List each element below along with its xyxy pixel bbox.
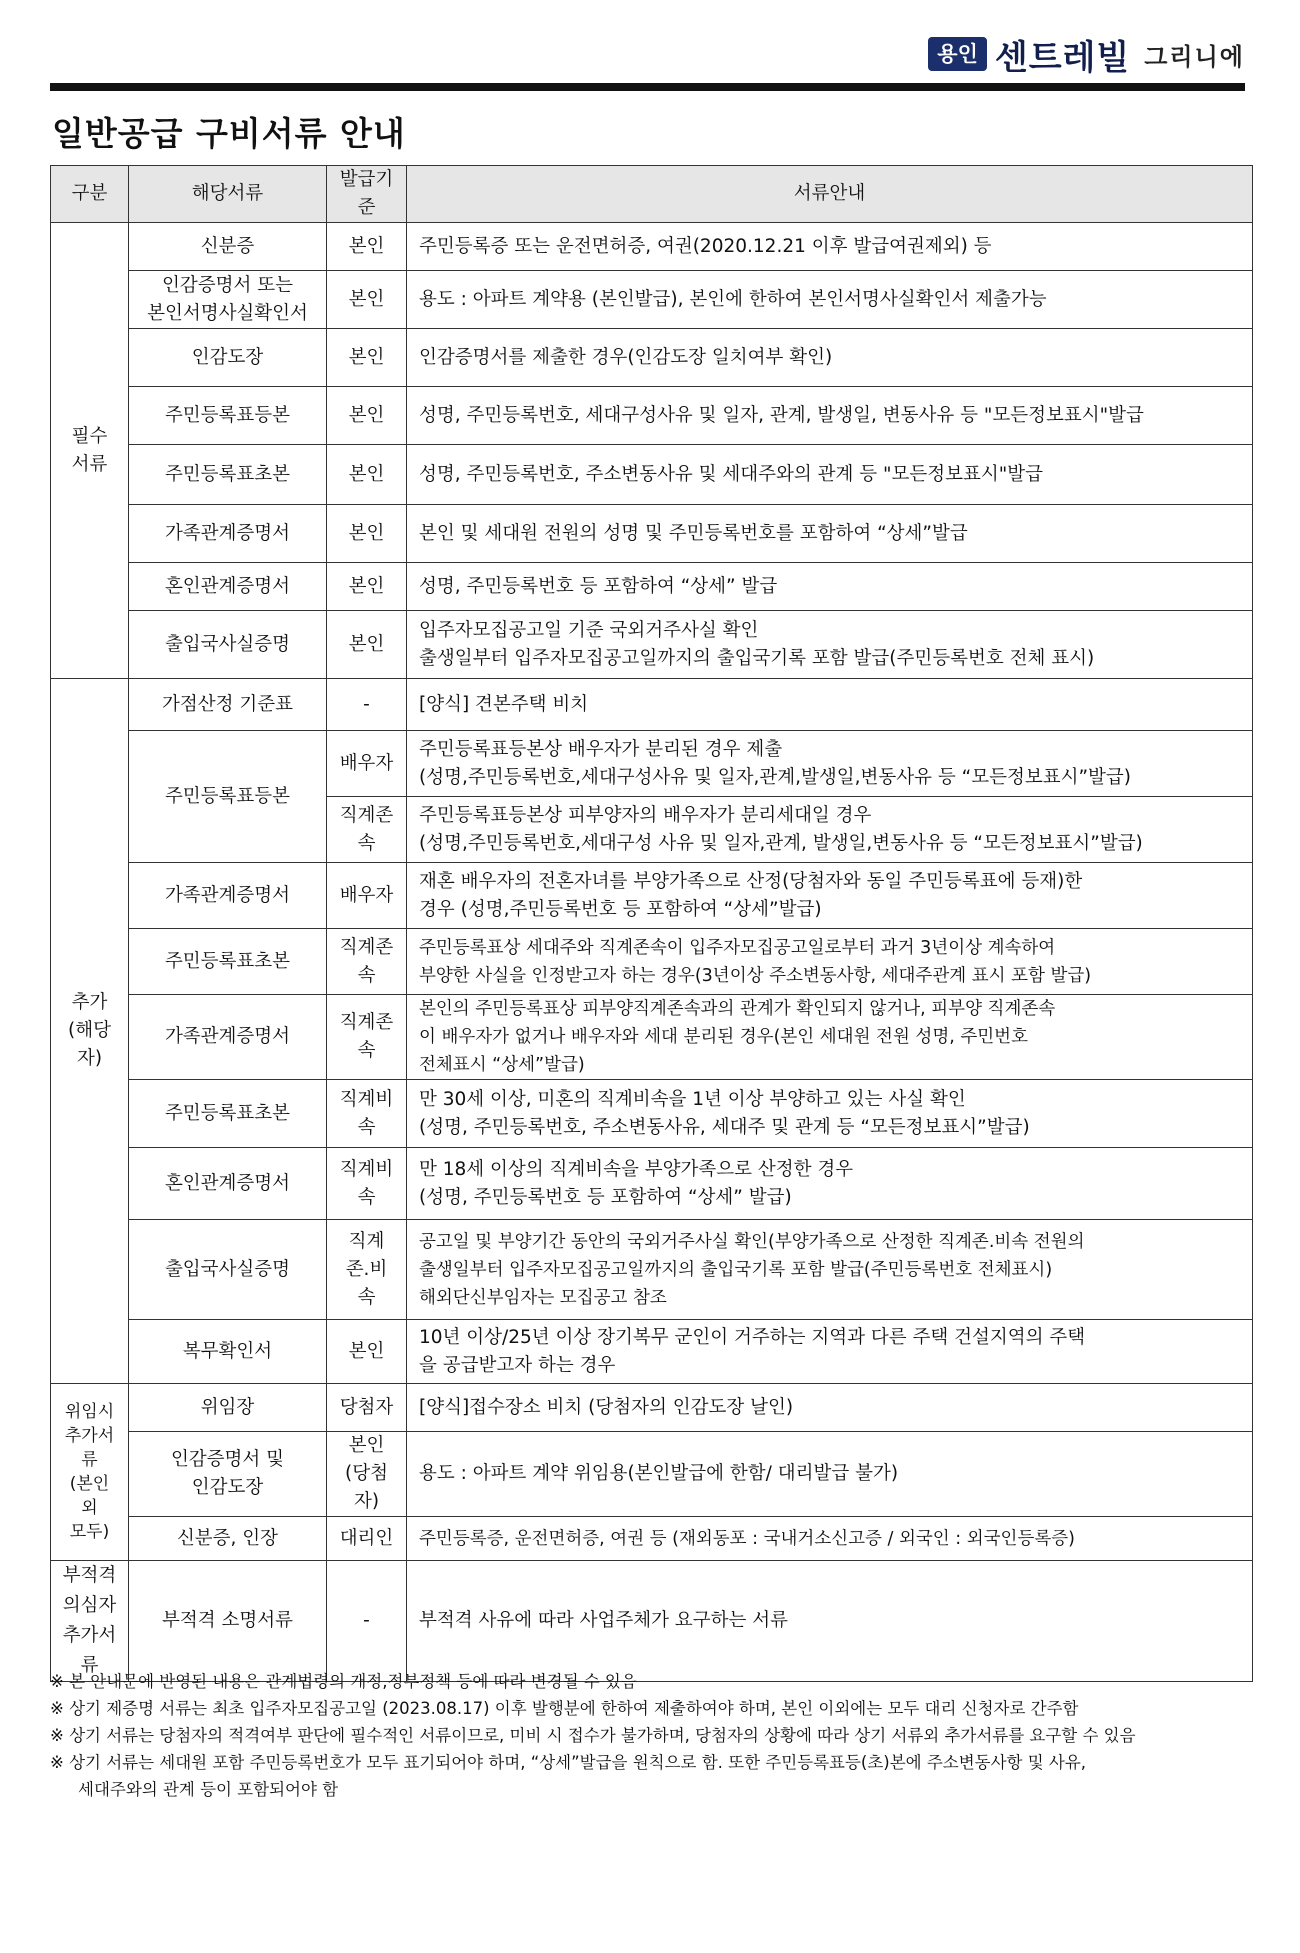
desc-cell: 용도 : 아파트 계약 위임용(본인발급에 한함/ 대리발급 불가) — [407, 1432, 1253, 1517]
desc-cell: 본인 및 세대원 전원의 성명 및 주민등록번호를 포함하여 “상세”발급 — [407, 505, 1253, 563]
table-row — [51, 563, 1253, 611]
doc-cell: 주민등록표초본 — [129, 929, 327, 995]
desc-cell: 만 30세 이상, 미혼의 직계비속을 1년 이상 부양하고 있는 사실 확인 (성명, 주민등록번호, 주소변동사유, 세대주 및 관계 등 “모든정보표시”발급) — [407, 1080, 1253, 1148]
basis-cell: 본인 — [327, 387, 407, 445]
logo-main-text: 센트레빌 — [994, 37, 1131, 78]
logo-sub-text: 그리니에 — [1144, 42, 1245, 71]
doc-cell: 인감증명서 및 인감도장 — [129, 1432, 327, 1517]
table-row — [51, 1220, 1253, 1320]
desc-cell: 입주자모집공고일 기준 국외거주사실 확인 출생일부터 입주자모집공고일까지의 출입국기록 포함 발급(주민등록번호 전체 표시) — [407, 611, 1253, 679]
table-row — [51, 1561, 1253, 1682]
group-delegation: 위임시 추가서류 (본인 외 모두) — [51, 1384, 129, 1561]
table-row — [51, 1432, 1253, 1517]
basis-cell: - — [327, 1561, 407, 1682]
group-ineligible: 부적격 의심자 추가서류 — [51, 1561, 129, 1682]
doc-cell: 신분증, 인장 — [129, 1517, 327, 1561]
basis-cell: 직계존속 — [327, 929, 407, 995]
basis-cell: 배우자 — [327, 863, 407, 929]
doc-cell: 출입국사실증명 — [129, 611, 327, 679]
doc-cell: 주민등록표초본 — [129, 445, 327, 505]
table-row — [51, 271, 1253, 329]
basis-cell: 직계 존.비속 — [327, 1220, 407, 1320]
desc-cell: 주민등록증 또는 운전면허증, 여권(2020.12.21 이후 발급여권제외) 등 — [407, 223, 1253, 271]
logo-badge: 용인 — [928, 37, 987, 71]
basis-cell: 본인 — [327, 445, 407, 505]
doc-cell: 가족관계증명서 — [129, 505, 327, 563]
doc-cell: 주민등록표등본 — [129, 387, 327, 445]
table-row — [51, 679, 1253, 731]
desc-cell: 공고일 및 부양기간 동안의 국외거주사실 확인(부양가족으로 산정한 직계존.비속 전원의 출생일부터 입주자모집공고일까지의 출입국기록 포함 발급(주민등록번호 전체표시) 해외단신부임자는 모집공고 참조 — [407, 1220, 1253, 1320]
group-required: 필수 서류 — [51, 223, 129, 679]
basis-cell: 본인 — [327, 505, 407, 563]
basis-cell: 본인 — [327, 563, 407, 611]
doc-cell: 주민등록표등본 — [129, 731, 327, 863]
note-item: ※ 본 안내문에 반영된 내용은 관계법령의 개정,정부정책 등에 따라 변경될 수 있음 — [50, 1672, 637, 1691]
table-header-row — [51, 166, 1253, 223]
basis-cell: 직계존속 — [327, 995, 407, 1080]
desc-cell: [양식] 견본주택 비치 — [407, 679, 1253, 731]
desc-cell: 주민등록표등본상 피부양자의 배우자가 분리세대일 경우 (성명,주민등록번호,세대구성 사유 및 일자,관계, 발생일,변동사유 등 “모든정보표시”발급) — [407, 797, 1253, 863]
doc-cell: 출입국사실증명 — [129, 1220, 327, 1320]
basis-cell: 직계비속 — [327, 1148, 407, 1220]
desc-cell: 용도 : 아파트 계약용 (본인발급), 본인에 한하여 본인서명사실확인서 제출가능 — [407, 271, 1253, 329]
doc-cell: 주민등록표초본 — [129, 1080, 327, 1148]
basis-cell: 직계비속 — [327, 1080, 407, 1148]
basis-cell: 직계존속 — [327, 797, 407, 863]
table-row — [51, 929, 1253, 995]
table-row — [51, 1384, 1253, 1432]
basis-cell: - — [327, 679, 407, 731]
desc-cell: [양식]접수장소 비치 (당첨자의 인감도장 날인) — [407, 1384, 1253, 1432]
header-guide: 서류안내 — [407, 166, 1253, 223]
doc-cell: 가족관계증명서 — [129, 995, 327, 1080]
doc-cell: 가족관계증명서 — [129, 863, 327, 929]
doc-cell: 가점산정 기준표 — [129, 679, 327, 731]
notes-section — [50, 1668, 1260, 1803]
doc-cell: 위임장 — [129, 1384, 327, 1432]
basis-cell: 본인 (당첨자) — [327, 1432, 407, 1517]
table-row — [51, 1148, 1253, 1220]
basis-cell: 본인 — [327, 271, 407, 329]
header-divider — [50, 83, 1245, 91]
doc-cell: 신분증 — [129, 223, 327, 271]
basis-cell: 배우자 — [327, 731, 407, 797]
doc-cell: 인감증명서 또는 본인서명사실확인서 — [129, 271, 327, 329]
brand-logo — [928, 34, 1245, 78]
desc-cell: 주민등록표상 세대주와 직계존속이 입주자모집공고일로부터 과거 3년이상 계속하여 부양한 사실을 인정받고자 하는 경우(3년이상 주소변동사항, 세대주관계 표시 포함 발급) — [407, 929, 1253, 995]
table-row — [51, 1080, 1253, 1148]
doc-cell: 부적격 소명서류 — [129, 1561, 327, 1682]
note-item: ※ 상기 제증명 서류는 최초 입주자모집공고일 (2023.08.17) 이후 발행분에 한하여 제출하여야 하며, 본인 이외에는 모두 대리 신청자로 간주함 — [50, 1699, 1079, 1718]
desc-cell: 부적격 사유에 따라 사업주체가 요구하는 서류 — [407, 1561, 1253, 1682]
desc-cell: 주민등록표등본상 배우자가 분리된 경우 제출 (성명,주민등록번호,세대구성사유 및 일자,관계,발생일,변동사유 등 “모든정보표시”발급) — [407, 731, 1253, 797]
desc-cell: 성명, 주민등록번호 등 포함하여 “상세” 발급 — [407, 563, 1253, 611]
basis-cell: 당첨자 — [327, 1384, 407, 1432]
table-row — [51, 445, 1253, 505]
basis-cell: 본인 — [327, 223, 407, 271]
doc-cell: 복무확인서 — [129, 1320, 327, 1384]
table-row — [51, 505, 1253, 563]
header-basis: 발급기준 — [327, 166, 407, 223]
table-row — [51, 387, 1253, 445]
table-row — [51, 329, 1253, 387]
header-category: 구분 — [51, 166, 129, 223]
note-item: ※ 상기 서류는 세대원 포함 주민등록번호가 모두 표기되어야 하며, “상세”발급을 원칙으로 함. 또한 주민등록표등(초)본에 주소변동사항 및 사유, — [50, 1753, 1087, 1772]
desc-cell: 성명, 주민등록번호, 주소변동사유 및 세대주와의 관계 등 "모든정보표시"발급 — [407, 445, 1253, 505]
desc-cell: 성명, 주민등록번호, 세대구성사유 및 일자, 관계, 발생일, 변동사유 등 "모든정보표시"발급 — [407, 387, 1253, 445]
table-row — [51, 611, 1253, 679]
group-additional: 추가 (해당자) — [51, 679, 129, 1384]
documents-table — [50, 165, 1253, 1682]
table-row — [51, 995, 1253, 1080]
table-row — [51, 223, 1253, 271]
table-row — [51, 731, 1253, 797]
desc-cell: 10년 이상/25년 이상 장기복무 군인이 거주하는 지역과 다른 주택 건설지역의 주택 을 공급받고자 하는 경우 — [407, 1320, 1253, 1384]
basis-cell: 본인 — [327, 611, 407, 679]
table-row — [51, 1320, 1253, 1384]
header-document: 해당서류 — [129, 166, 327, 223]
doc-cell: 혼인관계증명서 — [129, 1148, 327, 1220]
desc-cell: 재혼 배우자의 전혼자녀를 부양가족으로 산정(당첨자와 동일 주민등록표에 등재)한 경우 (성명,주민등록번호 등 포함하여 “상세”발급) — [407, 863, 1253, 929]
desc-cell: 주민등록증, 운전면허증, 여권 등 (재외동포 : 국내거소신고증 / 외국인 : 외국인등록증) — [407, 1517, 1253, 1561]
desc-cell: 만 18세 이상의 직계비속을 부양가족으로 산정한 경우 (성명, 주민등록번호 등 포함하여 “상세” 발급) — [407, 1148, 1253, 1220]
basis-cell: 본인 — [327, 1320, 407, 1384]
doc-cell: 인감도장 — [129, 329, 327, 387]
basis-cell: 대리인 — [327, 1517, 407, 1561]
page-title: 일반공급 구비서류 안내 — [52, 114, 406, 153]
desc-cell: 본인의 주민등록표상 피부양직계존속과의 관계가 확인되지 않거나, 피부양 직계존속 이 배우자가 없거나 배우자와 세대 분리된 경우(본인 세대원 전원 성명, 주민번호 전체표시 “상세”발급) — [407, 995, 1253, 1080]
desc-cell: 인감증명서를 제출한 경우(인감도장 일치여부 확인) — [407, 329, 1253, 387]
basis-cell: 본인 — [327, 329, 407, 387]
note-item-continuation: 세대주와의 관계 등이 포함되어야 함 — [78, 1780, 339, 1799]
table-row — [51, 1517, 1253, 1561]
note-item: ※ 상기 서류는 당첨자의 적격여부 판단에 필수적인 서류이므로, 미비 시 접수가 불가하며, 당첨자의 상황에 따라 상기 서류외 추가서류를 요구할 수 있음 — [50, 1726, 1136, 1745]
table-row — [51, 863, 1253, 929]
doc-cell: 혼인관계증명서 — [129, 563, 327, 611]
